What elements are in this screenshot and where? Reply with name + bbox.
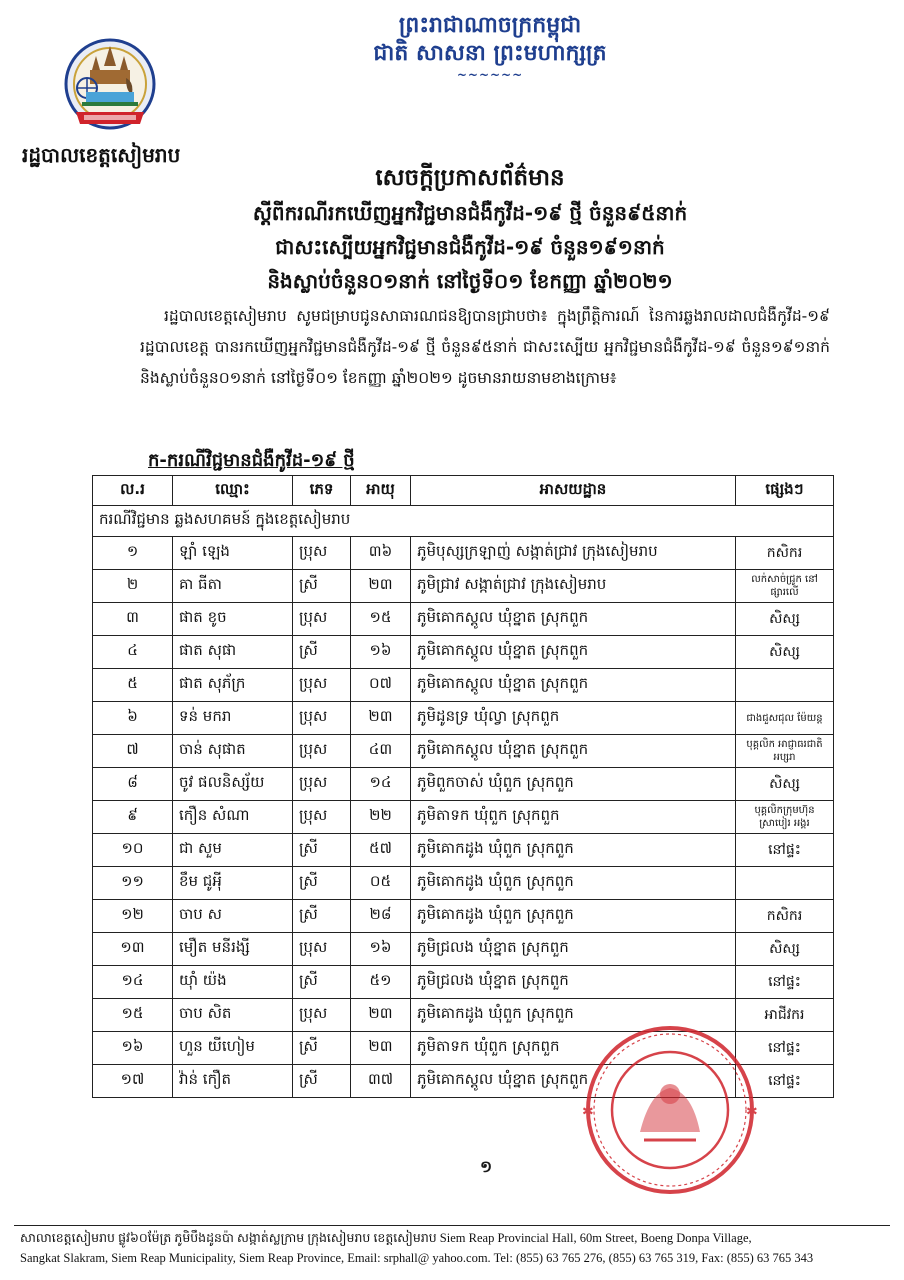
cell-age: ៥១ (351, 966, 411, 999)
cell-address: ភូមិដូនទ្រ ឃុំល្វា ស្រុកពួក (411, 702, 736, 735)
cell-sex: ប្រុស (293, 999, 351, 1032)
footer-line-2: Sangkat Slakram, Siem Reap Municipality, Siem Reap Province, Email: srphall@ yahoo.com. Tel: (855) 63 765 276, (855) 63 765 319, Fax: (855) 63 765 343 (20, 1251, 814, 1265)
svg-text:✱: ✱ (746, 1104, 758, 1120)
cell-name: យ៉ាំ យ៉ង (173, 966, 293, 999)
header-no: ល.រ (93, 476, 173, 506)
cell-sex: ស្រី (293, 1032, 351, 1065)
footer-divider (14, 1225, 890, 1226)
header-ornament: ~~~~~~ (456, 68, 524, 82)
cell-address: ភូមិគោកដូង ឃុំពួក ស្រុកពួក (411, 999, 736, 1032)
cell-note: ជាងជួសជុល ម៉ែយន្ត (736, 702, 834, 735)
cell-age: ៣៦ (351, 537, 411, 570)
cell-address: ភូមិបុស្សក្រឡាញ់ សង្កាត់ជ្រាវ ក្រុងសៀមរាប (411, 537, 736, 570)
cell-no: ២ (93, 570, 173, 603)
cell-age: ២៣ (351, 570, 411, 603)
cell-age: ២៣ (351, 1032, 411, 1065)
cell-note: អាជីវករ (736, 999, 834, 1032)
cell-note: សិស្ស (736, 768, 834, 801)
table-row (93, 867, 834, 900)
cell-no: ១៥ (93, 999, 173, 1032)
cell-age: ៣៧ (351, 1065, 411, 1098)
cell-name: ទន់ មករា (173, 702, 293, 735)
cell-age: ២៨ (351, 900, 411, 933)
cell-name: ខឹម ជូអុី (173, 867, 293, 900)
cell-sex: ប្រុស (293, 735, 351, 768)
kingdom-line-1: ព្រះរាជាណាចក្រកម្ពុជា (398, 13, 582, 38)
cell-name: វ៉ាន់ កឿត (173, 1065, 293, 1098)
cell-no: ៧ (93, 735, 173, 768)
page-number: ១ (480, 1157, 493, 1176)
cell-sex: ប្រុស (293, 768, 351, 801)
cell-age: ១៥ (351, 603, 411, 636)
table-row (93, 669, 834, 702)
cell-sex: ស្រី (293, 900, 351, 933)
cell-age: ១៦ (351, 636, 411, 669)
group-label: ករណីវិជ្ជមាន ឆ្លងសហគមន៍ ក្នុងខេត្តសៀមរាប (93, 506, 834, 537)
issuing-authority: រដ្ឋបាលខេត្តសៀមរាប (22, 143, 181, 167)
cell-name: ចាប ស (173, 900, 293, 933)
cell-no: ៩ (93, 801, 173, 834)
cell-note: កសិករ (736, 537, 834, 570)
table-row (93, 933, 834, 966)
table-row (93, 570, 834, 603)
provincial-emblem-icon (60, 32, 160, 142)
cell-no: ១ (93, 537, 173, 570)
cell-sex: ស្រី (293, 867, 351, 900)
cell-no: ១៦ (93, 1032, 173, 1065)
cell-address: ភូមិគោកស្តូល ឃុំខ្នាត ស្រុកពួក (411, 1065, 736, 1098)
cell-address: ភូមិជ្រលង ឃុំខ្នាត ស្រុកពួក (411, 933, 736, 966)
cell-no: ១៣ (93, 933, 173, 966)
cell-address: ភូមិគោកដូង ឃុំពួក ស្រុកពួក (411, 834, 736, 867)
cell-note: សិស្ស (736, 933, 834, 966)
cell-note: នៅផ្ទះ (736, 1032, 834, 1065)
cell-note: បុគ្គលិក អាជ្ញាធរជាតិអប្សរា (736, 735, 834, 768)
cell-name: ចាន់ សុផាត (173, 735, 293, 768)
title-line-2: ស្តីពីករណីរកឃើញអ្នកវិជ្ជមានជំងឺកូវីដ-១៩ ថ្មី ចំនួន៩៥នាក់ (252, 201, 688, 225)
cell-note: នៅផ្ទះ (736, 966, 834, 999)
cell-no: ៣ (93, 603, 173, 636)
cell-no: ១០ (93, 834, 173, 867)
table-row (93, 636, 834, 669)
cell-note: បុគ្គលិកក្រុមហ៊ុន ស្រាបៀរ អង្គរ (736, 801, 834, 834)
cell-note: កសិករ (736, 900, 834, 933)
cell-name: គា ធីតា (173, 570, 293, 603)
header-age: អាយុ (351, 476, 411, 506)
cell-age: ២២ (351, 801, 411, 834)
cell-address: ភូមិគោកស្តូល ឃុំខ្នាត ស្រុកពួក (411, 735, 736, 768)
cell-name: ហួន យីហៀម (173, 1032, 293, 1065)
cell-no: ១៤ (93, 966, 173, 999)
cell-sex: ស្រី (293, 966, 351, 999)
cell-name: ផាត សុផា (173, 636, 293, 669)
cell-sex: ស្រី (293, 1065, 351, 1098)
cell-address: ភូមិតាទក ឃុំពួក ស្រុកពួក (411, 1032, 736, 1065)
cell-no: ១១ (93, 867, 173, 900)
cell-address: ភូមិគោកស្តូល ឃុំខ្នាត ស្រុកពួក (411, 603, 736, 636)
cell-sex: ស្រី (293, 834, 351, 867)
announcement-title (140, 160, 800, 298)
title-line-3: ជាសះស្បើយអ្នកវិជ្ជមានជំងឺកូវីដ-១៩ ចំនួន១៩១នាក់ (275, 235, 665, 259)
table-row (93, 900, 834, 933)
cell-address: ភូមិគោកស្តូល ឃុំខ្នាត ស្រុកពួក (411, 636, 736, 669)
group-row (93, 506, 834, 537)
cell-address: ភូមិគោកស្តូល ឃុំខ្នាត ស្រុកពួក (411, 669, 736, 702)
cell-sex: ស្រី (293, 570, 351, 603)
title-line-1: សេចក្តីប្រកាសព័ត៌មាន (375, 165, 565, 191)
cell-age: ១៦ (351, 933, 411, 966)
cell-age: ១៤ (351, 768, 411, 801)
cell-sex: ប្រុស (293, 669, 351, 702)
cell-address: ភូមិពួកចាស់ ឃុំពួក ស្រុកពួក (411, 768, 736, 801)
cell-note: សិស្ស (736, 603, 834, 636)
official-seal-icon (570, 1022, 770, 1198)
cell-sex: ប្រុស (293, 801, 351, 834)
cell-age: ២៣ (351, 702, 411, 735)
cell-age: ០៧ (351, 669, 411, 702)
table-row (93, 768, 834, 801)
cell-note: នៅផ្ទះ (736, 1065, 834, 1098)
section-heading: ក-ករណីវិជ្ជមានជំងឺកូវីដ-១៩ ថ្មី (148, 450, 355, 471)
cell-sex: ប្រុស (293, 537, 351, 570)
footer-line-1: សាលាខេត្តសៀមរាប ផ្លូវ៦០ម៉ែត្រ ភូមិបឹងដូនប៉ា សង្កាត់ស្លក្រាម ក្រុងសៀមរាប ខេត្តសៀមរាប Siem Reap Provincial Hall, 60m Street, Boeng Donpa Village, (20, 1231, 752, 1245)
table-row (93, 966, 834, 999)
kingdom-header (300, 12, 680, 82)
cell-address: ភូមិគោកដូង ឃុំពួក ស្រុកពួក (411, 900, 736, 933)
header-name: ឈ្មោះ (173, 476, 293, 506)
table-row (93, 801, 834, 834)
table-header-row (93, 476, 834, 506)
cell-age: ០៥ (351, 867, 411, 900)
cell-name: ជា សួម (173, 834, 293, 867)
table-row (93, 702, 834, 735)
cell-name: ចាប សិត (173, 999, 293, 1032)
table-row (93, 834, 834, 867)
cell-sex: ប្រុស (293, 603, 351, 636)
cell-no: ១៧ (93, 1065, 173, 1098)
cell-address: ភូមិជ្រាវ សង្កាត់ជ្រាវ ក្រុងសៀមរាប (411, 570, 736, 603)
cell-no: ១២ (93, 900, 173, 933)
cell-name: ផាត សុភ័ក្រ (173, 669, 293, 702)
cell-name: ឡាំ ឡេង (173, 537, 293, 570)
svg-text:✱: ✱ (582, 1104, 594, 1120)
table-row (93, 537, 834, 570)
cell-name: ចូវ ផលនិស្ស័យ (173, 768, 293, 801)
cell-name: មឿត មនីរង្សី (173, 933, 293, 966)
cell-age: ៤៣ (351, 735, 411, 768)
cell-address: ភូមិជ្រលង ឃុំខ្នាត ស្រុកពួក (411, 966, 736, 999)
cell-no: ៨ (93, 768, 173, 801)
header-sex: ភេទ (293, 476, 351, 506)
cell-no: ៦ (93, 702, 173, 735)
kingdom-line-2: ជាតិ សាសនា ព្រះមហាក្សត្រ (373, 41, 607, 66)
cell-note: នៅផ្ទះ (736, 834, 834, 867)
header-address: អាសយដ្ឋាន (411, 476, 736, 506)
table-row (93, 603, 834, 636)
cell-address: ភូមិគោកដូង ឃុំពួក ស្រុកពួក (411, 867, 736, 900)
title-line-4: និងស្លាប់ចំនួន០១នាក់ នៅថ្ងៃទី០១ ខែកញ្ញា ឆ្នាំ២០២១ (267, 269, 673, 293)
cell-age: ៥៧ (351, 834, 411, 867)
cell-no: ៤ (93, 636, 173, 669)
cell-note (736, 669, 834, 702)
header-other: ផ្សេងៗ (736, 476, 834, 506)
cell-name: កឿន សំណា (173, 801, 293, 834)
cell-sex: ប្រុស (293, 702, 351, 735)
cell-sex: ប្រុស (293, 933, 351, 966)
footer (20, 1228, 890, 1268)
cell-note: លក់សាច់ជ្រូក នៅផ្សារលើ (736, 570, 834, 603)
cases-table (92, 475, 834, 1098)
cell-name: ផាត ខូច (173, 603, 293, 636)
intro-paragraph: រដ្ឋបាលខេត្តសៀមរាប សូមជម្រាបជូនសាធារណជនឱ្យបានជ្រាបថា៖ ក្នុងព្រឹត្តិការណ៍ នៃការឆ្លងរាលដាលជំងឺកូវីដ-១៩ រដ្ឋបាលខេត្ត បានរកឃើញអ្នកវិជ្ជមានជំងឺកូវីដ-១៩ ថ្មី ចំនួន៩៥នាក់ ជាសះស្បើយ អ្នកវិជ្ជមានជំងឺកូវីដ-១៩ ចំនួន១៩១នាក់ និងស្លាប់ចំនួន០១នាក់ នៅថ្ងៃទី០១ ខែកញ្ញា ឆ្នាំ២០២១ ដូចមានរាយនាមខាងក្រោម៖ (140, 307, 830, 387)
cell-age: ២៣ (351, 999, 411, 1032)
cell-no: ៥ (93, 669, 173, 702)
cell-note (736, 867, 834, 900)
cell-address: ភូមិតាទក ឃុំពួក ស្រុកពួក (411, 801, 736, 834)
cell-sex: ស្រី (293, 636, 351, 669)
table-row (93, 735, 834, 768)
cell-note: សិស្ស (736, 636, 834, 669)
